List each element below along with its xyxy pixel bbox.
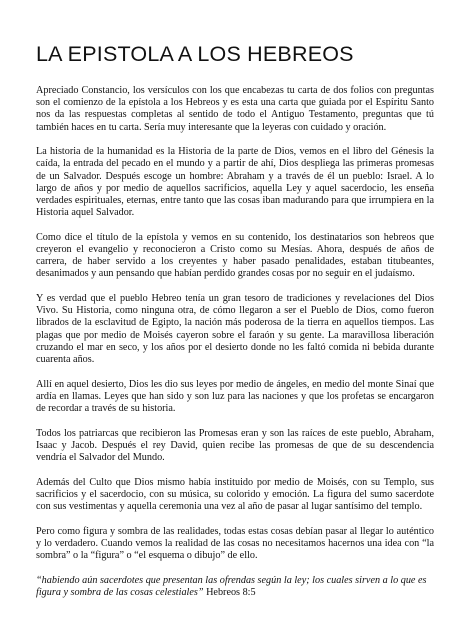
paragraph-1: Apreciado Constancio, los versículos con los que encabezas tu carta de dos folios con preguntas son el comienzo de la epístola a los Hebreos y es esta una carta que guiada por el Espíritu Santo nos da las respuestas completas al sentido de todo el Antiguo Testamento, preguntas que tú también haces en tu carta. Sería muy interesante que la leyeras con cuidado y oración.	[36, 85, 434, 133]
document-page	[36, 30, 434, 599]
paragraph-4: Y es verdad que el pueblo Hebreo tenía un gran tesoro de tradiciones y revelaciones del Dios Vivo. Su Historia, como ninguna otra, de cómo llegaron a ser el Pueblo de Dios, como fueron librados de la esclavitud de Egipto, la nación más poderosa de la tierra en aquellos tiempos. Las plagas que por medio de Moisés cayeron sobre el faraón y su gente. La maravillosa liberación cruzando el mar en seco, y los años por el desierto donde no les faltó comida ni bebida durante cuarenta años.	[36, 293, 434, 366]
paragraph-6: Todos los patriarcas que recibieron las Promesas eran y son las raíces de este pueblo, Abraham, Isaac y Jacob. Después el rey David, quien recibe las promesas de que de su descendencia vendría el Salvador del Mundo.	[36, 427, 434, 464]
quote-text: “habiendo aún sacerdotes que presentan las ofrendas según la ley; los cuales sirven a lo que es figura y sombra de las cosas celestiales”	[36, 574, 427, 598]
paragraph-2: La historia de la humanidad es la Historia de la parte de Dios, vemos en el libro del Génesis la caída, la entrada del pecado en el mundo y a partir de ahí, Dios despliega las primeras promesas de un Salvador. Después escoge un hombre: Abraham y a través de él un pueblo: Israel. A lo largo de años y por medio de aquellos sacrificios, aquella Ley y aquel sacerdocio, les enseña verdades espirituales, eternas, entre tanto que las cosas iban madurando para que irrumpiera en la Historia aquel Salvador.	[36, 146, 434, 219]
paragraph-5: Allí en aquel desierto, Dios les dio sus leyes por medio de ángeles, en medio del monte Sinaí que ardía en llamas. Leyes que han sido y son luz para las naciones y que los profetas se encargaron de recordar a través de su historia.	[36, 378, 434, 415]
paragraph-3: Como dice el título de la epístola y vemos en su contenido, los destinatarios son hebreos que creyeron el evangelio y reconocieron a Cristo como su Mesías. Ahora, después de años de carrera, de haber servido a los creyentes y haber pasado penalidades, estaban titubeantes, desanimados y aun pensando que habían perdido grandes cosas por no seguir en el judaísmo.	[36, 231, 434, 280]
paragraph-7: Además del Culto que Dios mismo había instituido por medio de Moisés, con su Templo, sus sacrificios y el sacerdocio, con su música, su colorido y emoción. La figura del sumo sacerdote con sus vestimentas y aquella ceremonia una vez al año de pasar al lugar santísimo del templo.	[36, 476, 434, 513]
quote-reference: Hebreos 8:5	[203, 586, 256, 598]
paragraph-8: Pero como figura y sombra de las realidades, todas estas cosas debían pasar al llegar lo auténtico y lo verdadero. Cuando vemos la realidad de las cosas no necesitamos hacernos una idea con “la sombra” o la “figura” o “el esquema o dibujo” de ello.	[36, 525, 434, 562]
document-title: LA EPISTOLA A LOS HEBREOS	[36, 42, 354, 66]
scripture-quote	[36, 575, 434, 599]
